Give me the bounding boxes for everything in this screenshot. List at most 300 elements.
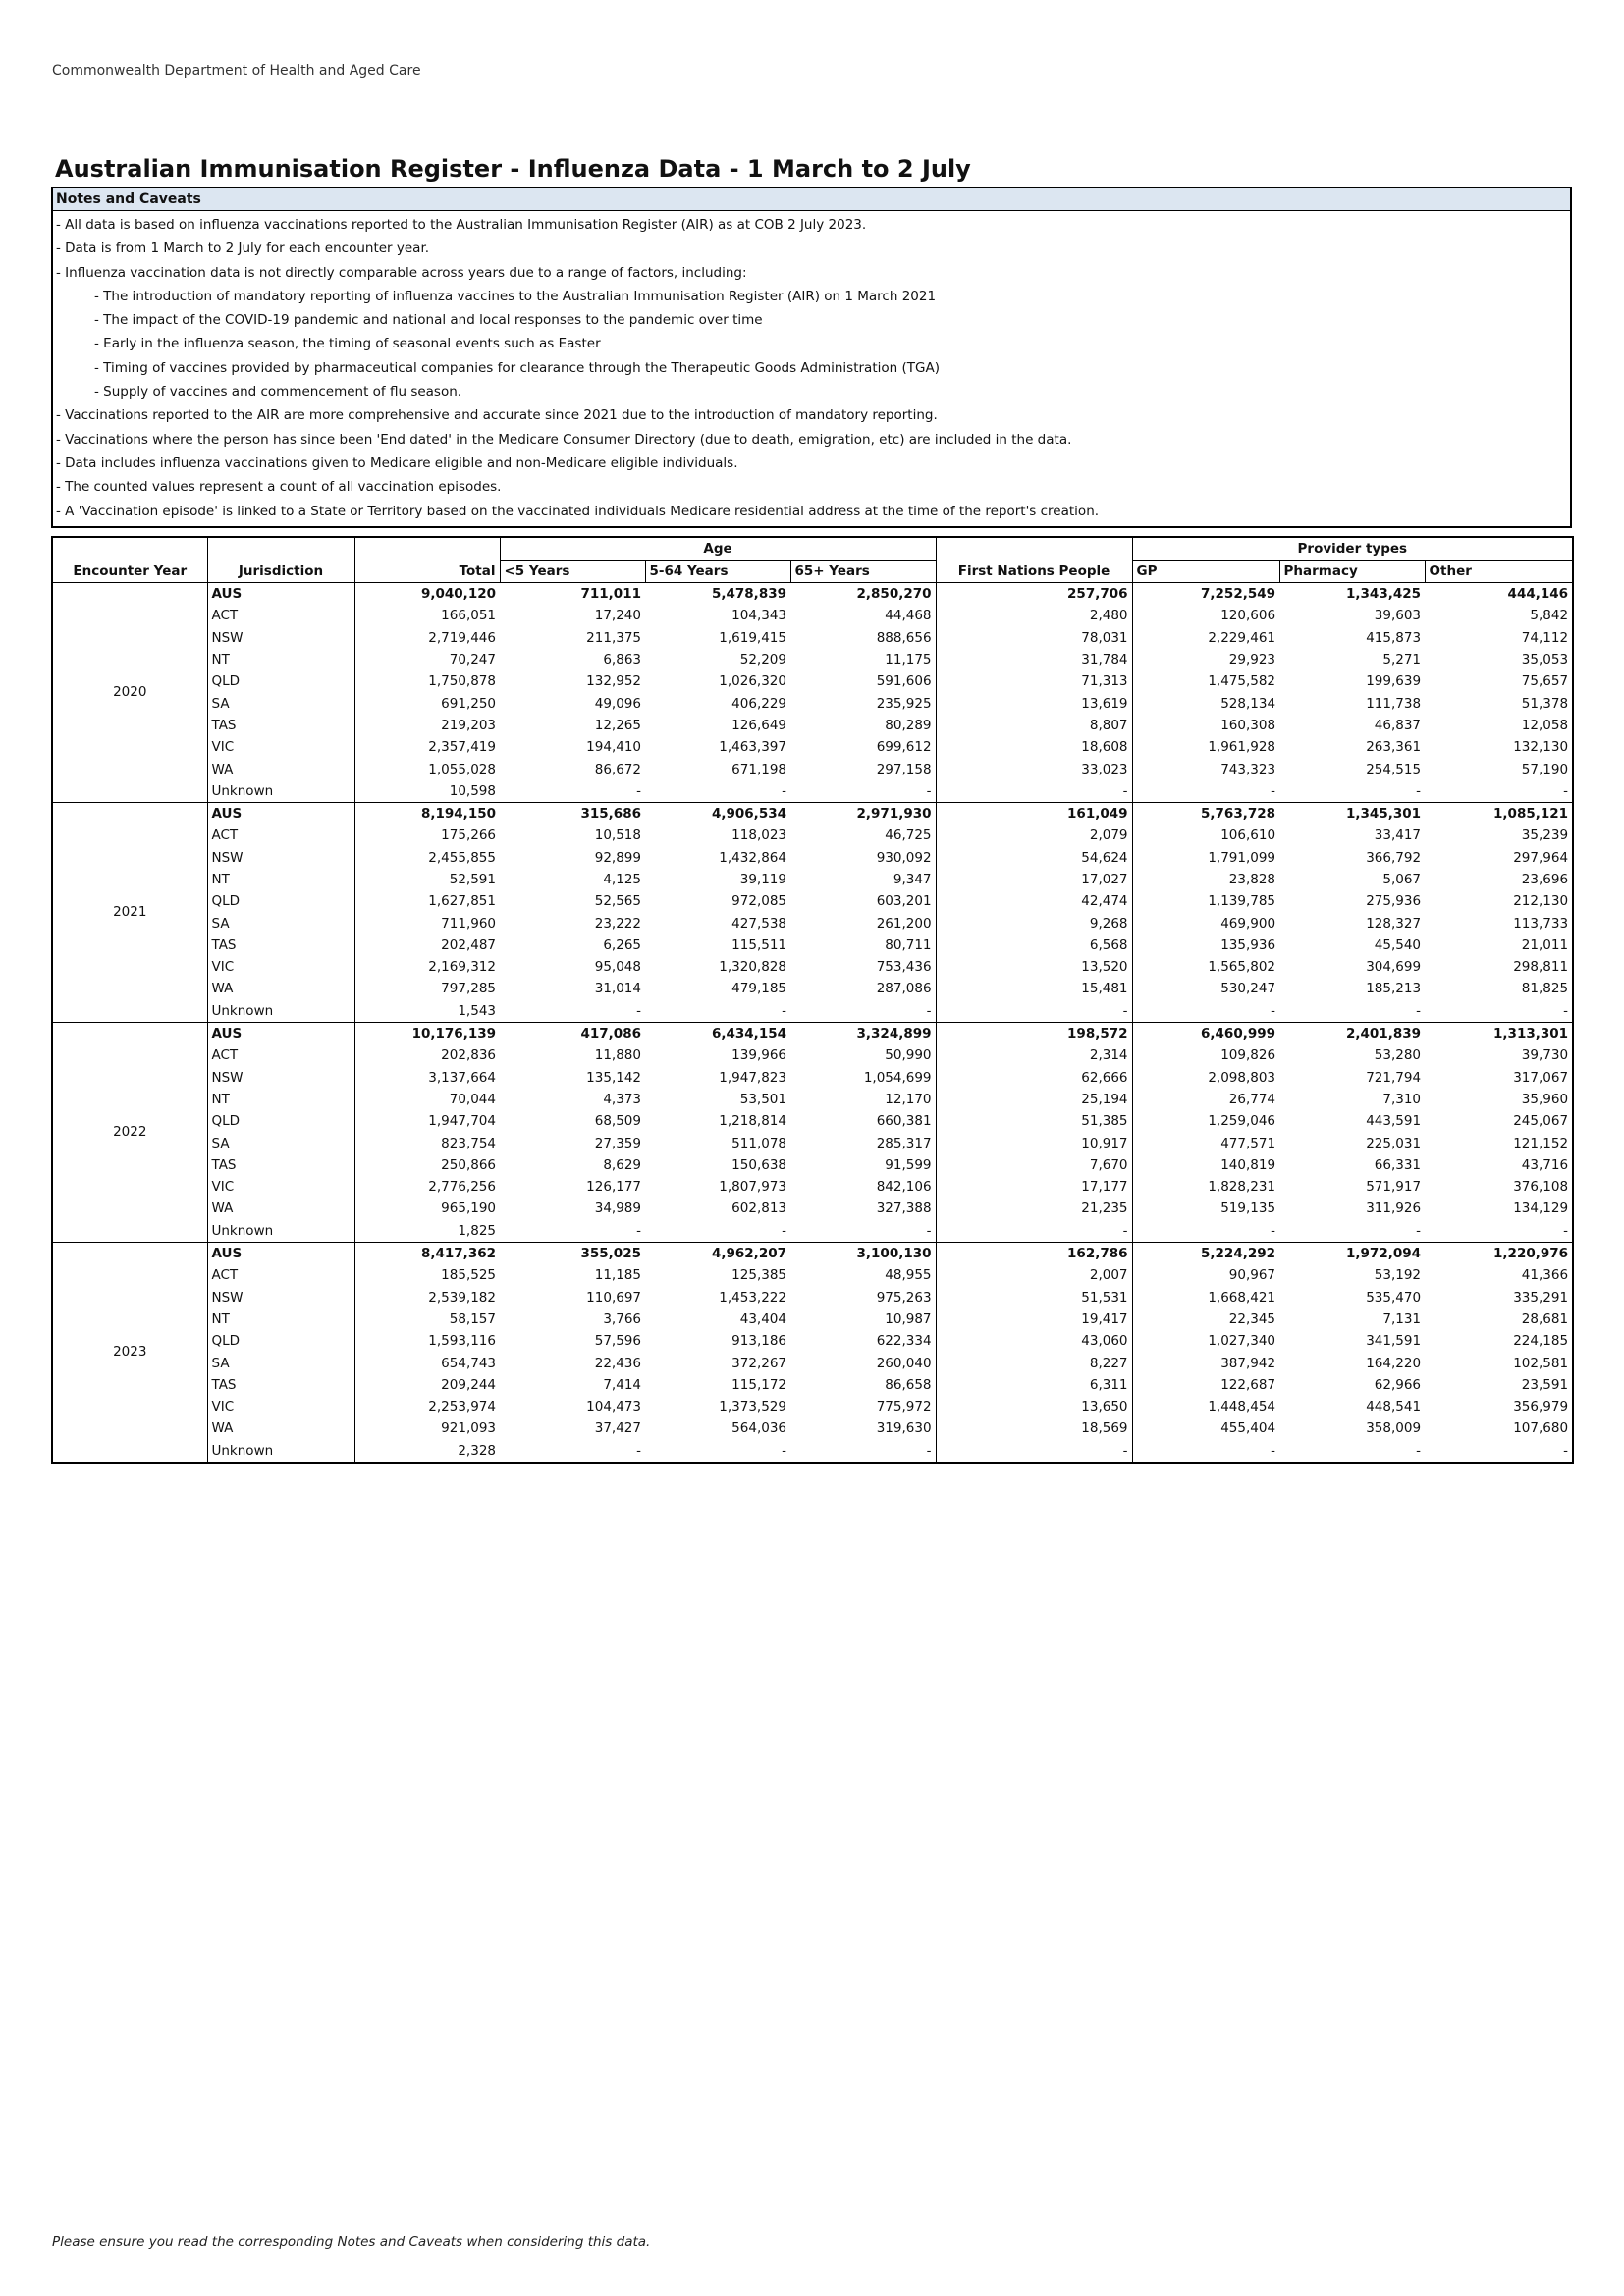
65-plus-cell: 80,711	[885, 936, 932, 953]
gp-cell: 160,308	[1132, 715, 1279, 736]
pharmacy-cell: 366,792	[1366, 849, 1422, 866]
under-5-cell: 110,697	[586, 1289, 641, 1306]
pharmacy-cell: -	[1416, 1002, 1422, 1019]
under-5-cell: 355,025	[500, 1242, 645, 1264]
5-64-cell: 913,186	[731, 1333, 786, 1350]
note-line: - Supply of vaccines and commencement of flu season.	[94, 384, 462, 400]
header-blank	[207, 537, 354, 561]
under-5-cell: 22,436	[594, 1355, 641, 1371]
pharmacy-cell: 164,220	[1366, 1355, 1422, 1371]
pharmacy-cell: 358,009	[1366, 1420, 1422, 1437]
jurisdiction-cell: Unknown	[207, 1440, 354, 1463]
total-cell: 219,203	[354, 715, 500, 736]
jurisdiction-cell: NT	[207, 1089, 354, 1110]
5-64-cell: 6,434,154	[645, 1022, 790, 1044]
table-row	[52, 692, 1573, 714]
total-cell: 8,194,150	[354, 802, 500, 825]
total-cell: 965,190	[354, 1198, 500, 1219]
total-cell: 209,244	[354, 1374, 500, 1396]
total-cell: 2,719,446	[354, 627, 500, 649]
other-cell: -	[1425, 1000, 1573, 1023]
table-row	[52, 1000, 1573, 1023]
notes-and-caveats-box	[51, 187, 1572, 528]
first-nations-cell: 42,474	[936, 890, 1132, 912]
first-nations-cell: 2,007	[936, 1264, 1132, 1286]
table-row	[52, 1287, 1573, 1308]
other-cell: 134,129	[1425, 1198, 1573, 1219]
column-header-pharmacy: Pharmacy	[1279, 561, 1425, 583]
table-row	[52, 605, 1573, 626]
first-nations-cell: 7,670	[936, 1154, 1132, 1176]
table-row	[52, 1089, 1573, 1110]
table-row	[52, 1132, 1573, 1153]
gp-cell: 455,404	[1132, 1417, 1279, 1439]
65-plus-cell: 319,630	[876, 1420, 932, 1437]
pharmacy-cell: 7,131	[1382, 1310, 1422, 1327]
under-5-cell: 104,473	[586, 1399, 641, 1415]
pharmacy-cell: 128,327	[1366, 915, 1422, 932]
other-cell: 39,730	[1425, 1044, 1573, 1066]
table-row	[52, 802, 1573, 825]
jurisdiction-cell: TAS	[207, 715, 354, 736]
pharmacy-cell: 304,699	[1366, 959, 1422, 976]
5-64-cell: 972,085	[731, 893, 786, 910]
total-cell: 2,455,855	[354, 847, 500, 869]
column-header-first-nations: First Nations People	[936, 561, 1132, 583]
under-5-cell: 27,359	[594, 1135, 641, 1151]
65-plus-cell: -	[926, 1002, 932, 1019]
jurisdiction-cell: VIC	[207, 1396, 354, 1417]
first-nations-cell: -	[936, 1000, 1132, 1023]
age-group-header: Age	[500, 537, 936, 561]
other-cell: 35,239	[1425, 825, 1573, 846]
encounter-year-cell: 2022	[52, 1022, 207, 1242]
first-nations-cell: 19,417	[936, 1308, 1132, 1330]
pharmacy-cell: 571,917	[1366, 1179, 1422, 1196]
total-cell: 9,040,120	[354, 583, 500, 606]
65-plus-cell: 699,612	[876, 739, 932, 756]
gp-cell: 22,345	[1132, 1308, 1279, 1330]
gp-cell: 1,448,454	[1132, 1396, 1279, 1417]
pharmacy-cell: 53,192	[1374, 1267, 1422, 1284]
table-row	[52, 758, 1573, 779]
gp-cell: 29,923	[1132, 649, 1279, 670]
5-64-cell: 115,511	[731, 936, 786, 953]
5-64-cell: 126,649	[731, 717, 786, 733]
table-row	[52, 583, 1573, 606]
5-64-cell: 53,501	[739, 1091, 786, 1107]
other-cell: 23,696	[1425, 869, 1573, 890]
5-64-cell: 479,185	[731, 981, 786, 997]
5-64-cell: 1,320,828	[719, 959, 786, 976]
jurisdiction-cell: NSW	[207, 847, 354, 869]
note-line: - Data is from 1 March to 2 July for each encounter year.	[56, 240, 430, 257]
5-64-cell: 104,343	[731, 608, 786, 624]
other-cell: 132,130	[1425, 736, 1573, 758]
pharmacy-cell: 111,738	[1366, 695, 1422, 712]
table-row	[52, 1176, 1573, 1198]
total-cell: 1,750,878	[354, 670, 500, 692]
table-row	[52, 1067, 1573, 1089]
table-row	[52, 1308, 1573, 1330]
first-nations-cell: 17,027	[936, 869, 1132, 890]
under-5-cell: 126,177	[586, 1179, 641, 1196]
note-line: - Data includes influenza vaccinations given to Medicare eligible and non-Medicare eligible individuals.	[56, 454, 738, 471]
65-plus-cell: 753,436	[876, 959, 932, 976]
total-cell: 1,825	[354, 1220, 500, 1243]
total-cell: 823,754	[354, 1132, 500, 1153]
other-cell: 12,058	[1425, 715, 1573, 736]
under-5-cell: 57,596	[594, 1333, 641, 1350]
first-nations-cell: 25,194	[936, 1089, 1132, 1110]
total-cell: 654,743	[354, 1352, 500, 1373]
65-plus-cell: 888,656	[876, 629, 932, 646]
first-nations-cell: 13,520	[936, 956, 1132, 978]
jurisdiction-cell: Unknown	[207, 780, 354, 803]
gp-cell: 1,828,231	[1132, 1176, 1279, 1198]
under-5-cell: -	[636, 782, 641, 799]
5-64-cell: 1,463,397	[719, 739, 786, 756]
pharmacy-cell: 415,873	[1366, 629, 1422, 646]
pharmacy-cell: 5,067	[1382, 872, 1422, 887]
total-cell: 2,776,256	[354, 1176, 500, 1198]
first-nations-cell: 6,568	[936, 934, 1132, 956]
65-plus-cell: 287,086	[876, 981, 932, 997]
5-64-cell: 1,373,529	[719, 1399, 786, 1415]
pharmacy-cell: -	[1416, 782, 1422, 799]
gp-cell: -	[1132, 780, 1279, 803]
table-row	[52, 1198, 1573, 1219]
5-64-cell: 150,638	[731, 1156, 786, 1173]
table-row	[52, 1330, 1573, 1352]
under-5-cell: 68,509	[594, 1113, 641, 1130]
first-nations-cell: 78,031	[936, 627, 1132, 649]
jurisdiction-cell: SA	[207, 912, 354, 934]
jurisdiction-cell: WA	[207, 1198, 354, 1219]
under-5-cell: 10,518	[594, 828, 641, 844]
under-5-cell: 49,096	[594, 695, 641, 712]
total-cell: 58,157	[354, 1308, 500, 1330]
pharmacy-cell: 1,343,425	[1279, 583, 1425, 606]
first-nations-cell: -	[936, 1440, 1132, 1463]
pharmacy-cell: 721,794	[1366, 1069, 1422, 1086]
under-5-cell: 31,014	[594, 981, 641, 997]
table-row	[52, 934, 1573, 956]
jurisdiction-cell: TAS	[207, 1374, 354, 1396]
5-64-cell: 1,947,823	[719, 1069, 786, 1086]
jurisdiction-cell: Unknown	[207, 1220, 354, 1243]
other-cell: 28,681	[1425, 1308, 1573, 1330]
65-plus-cell: 285,317	[876, 1135, 932, 1151]
column-header-other: Other	[1425, 561, 1573, 583]
first-nations-cell: 51,385	[936, 1110, 1132, 1132]
table-row	[52, 869, 1573, 890]
5-64-cell: -	[782, 1222, 786, 1239]
pharmacy-cell: 39,603	[1374, 608, 1422, 624]
5-64-cell: 671,198	[731, 761, 786, 777]
column-header-gp: GP	[1132, 561, 1279, 583]
first-nations-cell: 18,608	[936, 736, 1132, 758]
5-64-cell: 372,267	[731, 1355, 786, 1371]
under-5-cell: 417,086	[500, 1022, 645, 1044]
under-5-cell: 86,672	[594, 761, 641, 777]
other-cell: 224,185	[1425, 1330, 1573, 1352]
under-5-cell: 4,373	[603, 1091, 641, 1107]
influenza-data-table	[51, 536, 1574, 1464]
65-plus-cell: 50,990	[885, 1047, 932, 1064]
65-plus-cell: -	[926, 782, 932, 799]
5-64-cell: 511,078	[731, 1135, 786, 1151]
other-cell: -	[1425, 1440, 1573, 1463]
gp-cell: 23,828	[1132, 869, 1279, 890]
5-64-cell: 1,619,415	[719, 629, 786, 646]
pharmacy-cell: -	[1279, 1440, 1425, 1463]
gp-cell: 5,763,728	[1132, 802, 1279, 825]
total-cell: 2,357,419	[354, 736, 500, 758]
total-cell: 10,176,139	[354, 1022, 500, 1044]
other-cell: 5,842	[1425, 605, 1573, 626]
65-plus-cell: 622,334	[876, 1333, 932, 1350]
other-cell: 444,146	[1425, 583, 1573, 606]
total-cell: 2,253,974	[354, 1396, 500, 1417]
table-row	[52, 1396, 1573, 1417]
table-row	[52, 912, 1573, 934]
other-cell: 35,960	[1425, 1089, 1573, 1110]
65-plus-cell: 297,158	[876, 761, 932, 777]
note-line: - A 'Vaccination episode' is linked to a State or Territory based on the vaccinated individuals Medicare residential address at the time of the report's creation.	[56, 503, 1100, 519]
table-row	[52, 1220, 1573, 1243]
under-5-cell: 92,899	[594, 849, 641, 866]
total-cell: 921,093	[354, 1417, 500, 1439]
65-plus-cell: 842,106	[876, 1179, 932, 1196]
pharmacy-cell: 448,541	[1366, 1399, 1422, 1415]
under-5-cell: 8,629	[603, 1156, 641, 1173]
65-plus-cell: 86,658	[885, 1376, 932, 1393]
65-plus-cell: 591,606	[876, 673, 932, 690]
total-cell: 1,543	[354, 1000, 500, 1023]
gp-cell: 477,571	[1132, 1132, 1279, 1153]
jurisdiction-cell: NT	[207, 869, 354, 890]
other-cell: 113,733	[1425, 912, 1573, 934]
pharmacy-cell: 5,271	[1382, 652, 1422, 668]
first-nations-cell: 198,572	[936, 1022, 1132, 1044]
table-row	[52, 1044, 1573, 1066]
column-header-total: Total	[354, 561, 500, 583]
65-plus-cell: 9,347	[893, 872, 932, 887]
gp-cell: 90,967	[1132, 1264, 1279, 1286]
gp-cell: -	[1132, 1000, 1279, 1023]
5-64-cell: 115,172	[731, 1376, 786, 1393]
first-nations-cell: 71,313	[936, 670, 1132, 692]
table-row	[52, 627, 1573, 649]
under-5-cell: 17,240	[594, 608, 641, 624]
5-64-cell: 4,962,207	[645, 1242, 790, 1264]
other-cell: 57,190	[1425, 758, 1573, 779]
first-nations-cell: 54,624	[936, 847, 1132, 869]
gp-cell: 120,606	[1132, 605, 1279, 626]
pharmacy-cell: 7,310	[1382, 1091, 1422, 1107]
total-cell: 250,866	[354, 1154, 500, 1176]
first-nations-cell: 6,311	[936, 1374, 1132, 1396]
table-row	[52, 736, 1573, 758]
other-cell: 81,825	[1425, 978, 1573, 999]
65-plus-cell: 775,972	[876, 1399, 932, 1415]
note-line: - Vaccinations reported to the AIR are more comprehensive and accurate since 2021 due to the introduction of mandatory reporting.	[56, 407, 938, 424]
under-5-cell: 34,989	[594, 1201, 641, 1217]
total-cell: 8,417,362	[354, 1242, 500, 1264]
pharmacy-cell: 263,361	[1366, 739, 1422, 756]
pharmacy-cell: 33,417	[1374, 828, 1422, 844]
65-plus-cell: 48,955	[885, 1267, 932, 1284]
gp-cell: 2,098,803	[1132, 1067, 1279, 1089]
jurisdiction-cell: WA	[207, 978, 354, 999]
under-5-cell: 95,048	[594, 959, 641, 976]
under-5-cell: 194,410	[586, 739, 641, 756]
gp-cell: 743,323	[1132, 758, 1279, 779]
other-cell: 51,378	[1425, 692, 1573, 714]
other-cell: 35,053	[1425, 649, 1573, 670]
total-cell: 70,247	[354, 649, 500, 670]
jurisdiction-cell: WA	[207, 758, 354, 779]
jurisdiction-cell: AUS	[207, 1242, 354, 1264]
encounter-year-cell: 2023	[52, 1242, 207, 1462]
header-row-columns	[52, 561, 1573, 583]
gp-cell: 1,139,785	[1132, 890, 1279, 912]
gp-cell: 26,774	[1132, 1089, 1279, 1110]
note-line: - The introduction of mandatory reporting of influenza vaccines to the Australian Immunisation Register (AIR) on 1 March 2021	[94, 288, 937, 304]
first-nations-cell: 257,706	[936, 583, 1132, 606]
encounter-year-cell: 2021	[52, 802, 207, 1022]
5-64-cell: 4,906,534	[645, 802, 790, 825]
table-row	[52, 1417, 1573, 1439]
gp-cell: 1,961,928	[1132, 736, 1279, 758]
jurisdiction-cell: VIC	[207, 736, 354, 758]
table-body	[52, 583, 1573, 1463]
65-plus-cell: 11,175	[885, 652, 932, 668]
65-plus-cell: 930,092	[876, 849, 932, 866]
table-row	[52, 1374, 1573, 1396]
header-blank	[354, 537, 500, 561]
total-cell: 70,044	[354, 1089, 500, 1110]
first-nations-cell: 8,227	[936, 1352, 1132, 1373]
65-plus-cell: 2,971,930	[790, 802, 936, 825]
note-line: - Influenza vaccination data is not directly comparable across years due to a range of factors, including:	[56, 264, 747, 281]
other-cell: 212,130	[1425, 890, 1573, 912]
jurisdiction-cell: SA	[207, 692, 354, 714]
other-cell: 23,591	[1425, 1374, 1573, 1396]
65-plus-cell: 10,987	[885, 1310, 932, 1327]
pharmacy-cell: -	[1416, 1222, 1422, 1239]
gp-cell: 6,460,999	[1132, 1022, 1279, 1044]
table-row	[52, 1022, 1573, 1044]
gp-cell: 135,936	[1132, 934, 1279, 956]
first-nations-cell: 21,235	[936, 1198, 1132, 1219]
column-header-65-plus: 65+ Years	[790, 561, 936, 583]
total-cell: 797,285	[354, 978, 500, 999]
first-nations-cell: 13,619	[936, 692, 1132, 714]
first-nations-cell: 9,268	[936, 912, 1132, 934]
first-nations-cell: 62,666	[936, 1067, 1132, 1089]
total-cell: 1,947,704	[354, 1110, 500, 1132]
under-5-cell: 12,265	[594, 717, 641, 733]
under-5-cell: 211,375	[586, 629, 641, 646]
total-cell: 185,525	[354, 1264, 500, 1286]
pharmacy-cell: 225,031	[1366, 1135, 1422, 1151]
first-nations-cell: -	[936, 1220, 1132, 1243]
5-64-cell: 406,229	[731, 695, 786, 712]
5-64-cell: 564,036	[731, 1420, 786, 1437]
note-line: - All data is based on influenza vaccinations reported to the Australian Immunisation Register (AIR) as at COB 2 July 2023.	[56, 217, 867, 233]
jurisdiction-cell: SA	[207, 1352, 354, 1373]
pharmacy-cell: 66,331	[1374, 1156, 1422, 1173]
table-row	[52, 670, 1573, 692]
5-64-cell: 602,813	[731, 1201, 786, 1217]
under-5-cell: 6,265	[603, 936, 641, 953]
first-nations-cell: 43,060	[936, 1330, 1132, 1352]
first-nations-cell: 2,480	[936, 605, 1132, 626]
other-cell: 121,152	[1425, 1132, 1573, 1153]
65-plus-cell: 44,468	[885, 608, 932, 624]
table-row	[52, 1440, 1573, 1463]
table-row	[52, 715, 1573, 736]
total-cell: 52,591	[354, 869, 500, 890]
jurisdiction-cell: QLD	[207, 670, 354, 692]
jurisdiction-cell: AUS	[207, 583, 354, 606]
gp-cell: 109,826	[1132, 1044, 1279, 1066]
65-plus-cell: 1,054,699	[863, 1069, 932, 1086]
jurisdiction-cell: VIC	[207, 1176, 354, 1198]
65-plus-cell: -	[790, 1440, 936, 1463]
jurisdiction-cell: TAS	[207, 934, 354, 956]
first-nations-cell: 51,531	[936, 1287, 1132, 1308]
page-title: Australian Immunisation Register - Influenza Data - 1 March to 2 July	[55, 155, 971, 183]
header-blank	[936, 537, 1132, 561]
table-row	[52, 780, 1573, 803]
header-blank	[52, 537, 207, 561]
jurisdiction-cell: Unknown	[207, 1000, 354, 1023]
5-64-cell: 5,478,839	[645, 583, 790, 606]
jurisdiction-cell: ACT	[207, 1044, 354, 1066]
column-header-5-64: 5-64 Years	[645, 561, 790, 583]
under-5-cell: 4,125	[603, 872, 641, 887]
65-plus-cell: 12,170	[885, 1091, 932, 1107]
5-64-cell: 52,209	[739, 652, 786, 668]
table-row	[52, 1154, 1573, 1176]
first-nations-cell: 10,917	[936, 1132, 1132, 1153]
under-5-cell: 3,766	[603, 1310, 641, 1327]
first-nations-cell: 17,177	[936, 1176, 1132, 1198]
note-line: - The counted values represent a count of all vaccination episodes.	[56, 479, 502, 496]
gp-cell: 5,224,292	[1132, 1242, 1279, 1264]
5-64-cell: 43,404	[739, 1310, 786, 1327]
first-nations-cell: -	[936, 780, 1132, 803]
table-row	[52, 956, 1573, 978]
65-plus-cell: 46,725	[885, 828, 932, 844]
total-cell: 3,137,664	[354, 1067, 500, 1089]
other-cell: 1,085,121	[1425, 802, 1573, 825]
other-cell: 245,067	[1425, 1110, 1573, 1132]
pharmacy-cell: 275,936	[1366, 893, 1422, 910]
gp-cell: 2,229,461	[1132, 627, 1279, 649]
table-row	[52, 1110, 1573, 1132]
other-cell: -	[1425, 780, 1573, 803]
65-plus-cell: 327,388	[876, 1201, 932, 1217]
other-cell: 1,313,301	[1425, 1022, 1573, 1044]
other-cell: 107,680	[1425, 1417, 1573, 1439]
column-header-under-5: <5 Years	[500, 561, 645, 583]
5-64-cell: 427,538	[731, 915, 786, 932]
65-plus-cell: 603,201	[876, 893, 932, 910]
